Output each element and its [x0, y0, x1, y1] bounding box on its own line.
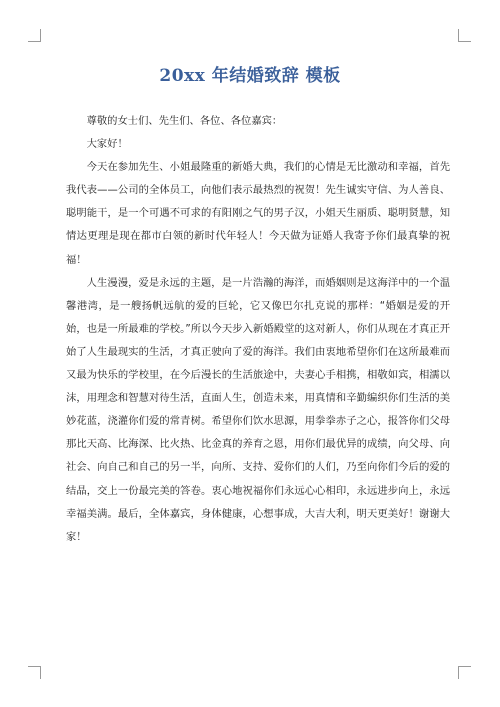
body-paragraph: 今天在参加先生、小姐最隆重的新婚大典，我们的心情是无比激动和幸福，首先我代表——公司的全体员工，向他们表示最热烈的祝贺！先生诚实守信、为人善良、聪明能干，是一个可遇不可求的有阳刚之气的男子汉，小姐天生丽质、聪明贤慧，知情达更理是现在都市白领的新时代年轻人！今天做为证婚人我寄予你们最真挚的祝福！ — [66, 161, 450, 266]
page-corner-mark-top-right — [458, 29, 471, 42]
salutation-paragraph: 尊敬的女士们、先生们、各位、各位嘉宾： — [86, 115, 283, 127]
page-corner-mark-bottom-left — [28, 666, 41, 679]
greeting-paragraph: 大家好！ — [86, 138, 128, 151]
document-title: 20xx 年结婚致辞 模板 — [159, 66, 341, 86]
body-paragraph: 人生漫漫，爱是永远的主题，是一片浩瀚的海洋，而婚姻则是这海洋中的一个温馨港湾，是一艘扬帆远航的爱的巨轮，它又像巴尔扎克说的那样：“婚姻是爱的开始，也是一所最难的学校。”所以今天步入新婚殿堂的这对新人，你们从现在才真正开始了人生最现实的生活，才真正驶向了爱的海洋。我们由衷地希望你们在这所最难而又最为快乐的学校里，在今后漫长的生活旅途中，夫妻心手相携，相敬如宾，相濡以沫，用理念和智慧对待生活，直面人生，创造未来，用真情和辛勤编织你们生活的美妙花蓝，浇灌你们爱的常青树。希望你们饮水思源，用拳拳赤子之心，报答你们父母那比天高、比海深、比火热、比金真的养育之恩，用你们最优异的成绩，向父母、向社会、向自己和自己的另一半，向所、支持、爱你们的人们，乃至向你们今后的爱的结晶，交上一份最完美的答卷。衷心地祝福你们永远心心相印，永远进步向上，永远幸福美满。最后，全体嘉宾，身体健康，心想事成，大吉大利，明天更美好！谢谢大家！ — [66, 276, 450, 543]
document-body — [66, 110, 450, 549]
page-corner-mark-top-left — [28, 29, 41, 42]
page-corner-mark-bottom-right — [458, 666, 471, 679]
